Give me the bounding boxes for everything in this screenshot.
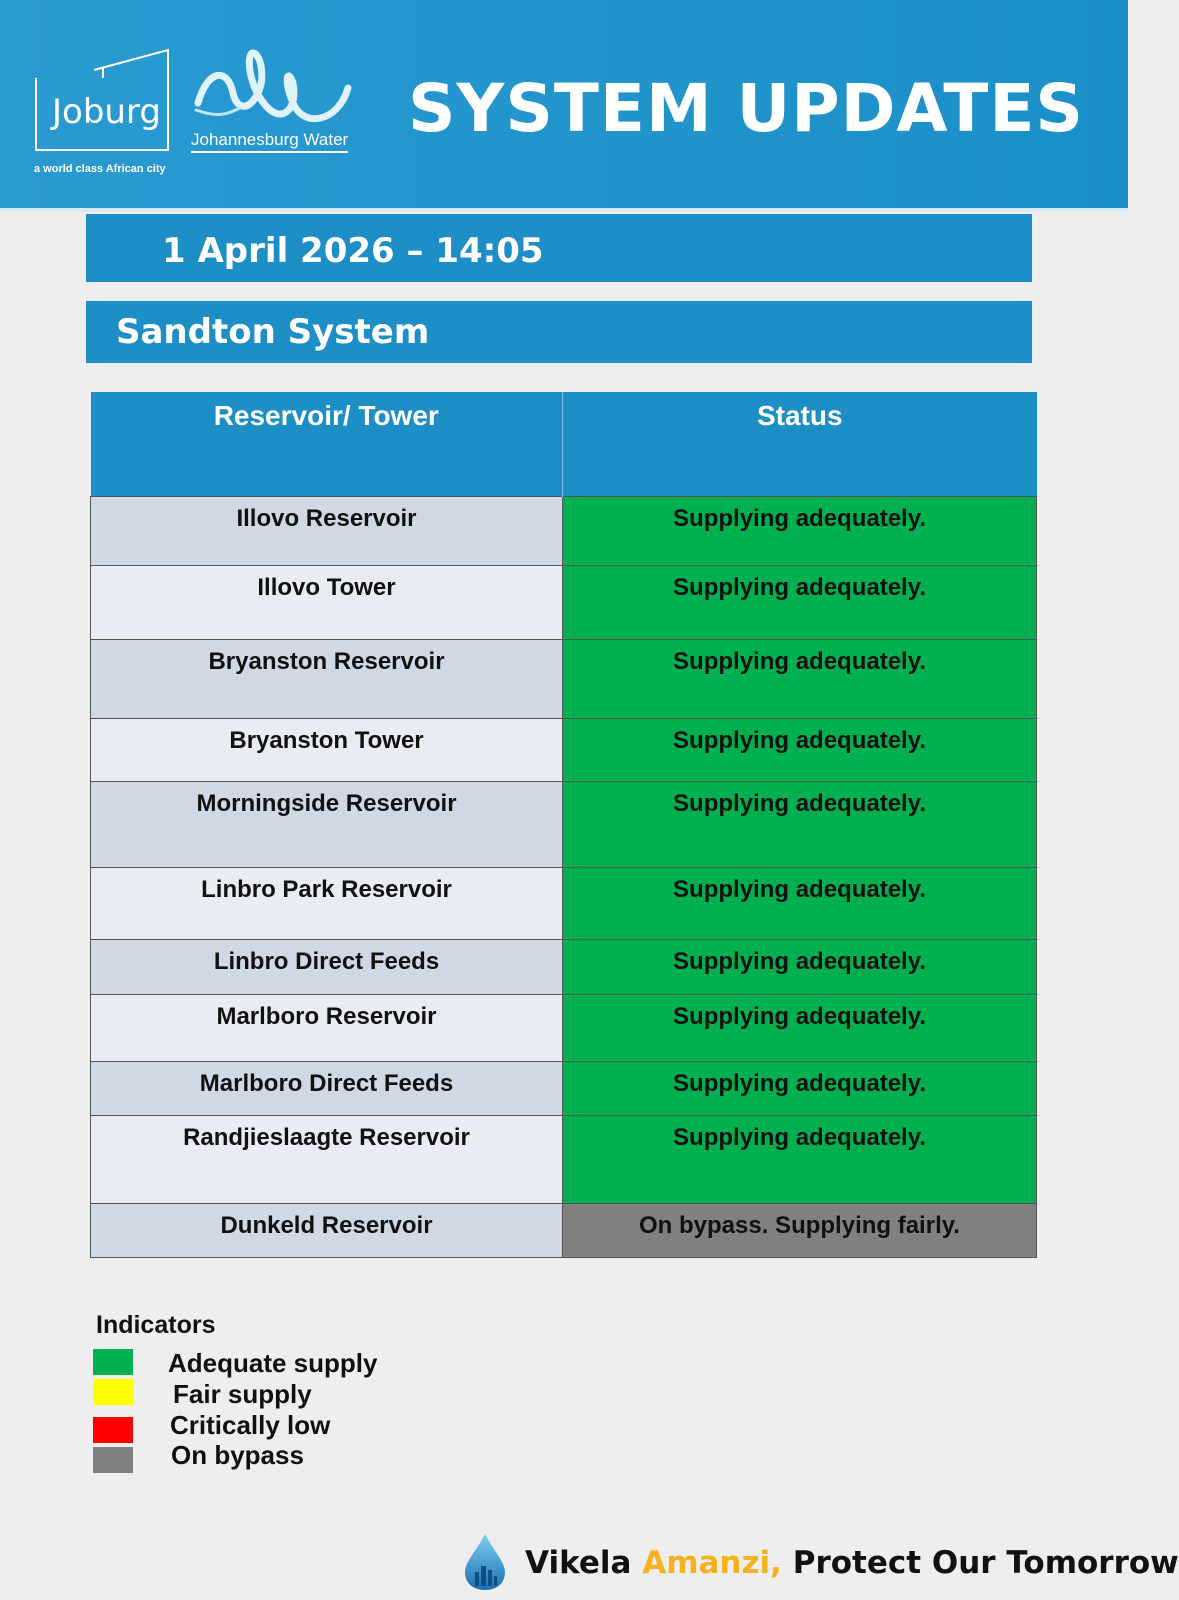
reservoir-name: Marlboro Reservoir [91, 994, 563, 1061]
status-cell: Supplying adequately. [563, 939, 1037, 994]
column-header-reservoir: Reservoir/ Tower [91, 392, 563, 496]
legend-swatch-fair [93, 1379, 133, 1405]
system-name: Sandton System [116, 312, 430, 352]
table-row [91, 496, 1037, 565]
status-cell: Supplying adequately. [563, 1061, 1037, 1115]
status-cell: Supplying adequately. [563, 496, 1037, 565]
reservoir-name: Illovo Reservoir [91, 496, 563, 565]
table-row [91, 718, 1037, 781]
date-band [86, 214, 1032, 282]
status-cell: Supplying adequately. [563, 867, 1037, 939]
joburg-logo-text: Joburg [52, 92, 161, 132]
header-divider [0, 208, 1128, 211]
table-row [91, 639, 1037, 718]
table-header-row [91, 392, 1037, 496]
reservoir-name: Marlboro Direct Feeds [91, 1061, 563, 1115]
status-cell: Supplying adequately. [563, 639, 1037, 718]
table-row [91, 1203, 1037, 1257]
johannesburg-water-logo-icon [188, 48, 368, 138]
table-row [91, 565, 1037, 639]
page-title: SYSTEM UPDATES [408, 70, 1084, 147]
legend-label-bypass: On bypass [171, 1440, 304, 1470]
status-cell: Supplying adequately. [563, 781, 1037, 867]
reservoir-name: Illovo Tower [91, 565, 563, 639]
table-row [91, 1061, 1037, 1115]
legend-swatch-critical [93, 1417, 133, 1443]
legend-label-critical: Critically low [170, 1410, 331, 1440]
table-row [91, 994, 1037, 1061]
indicators-title: Indicators [96, 1311, 216, 1339]
table-row [91, 867, 1037, 939]
slogan-part1: Vikela [525, 1545, 643, 1581]
status-table [90, 392, 1037, 1258]
status-cell: Supplying adequately. [563, 718, 1037, 781]
reservoir-name: Bryanston Reservoir [91, 639, 563, 718]
reservoir-name: Morningside Reservoir [91, 781, 563, 867]
status-cell: Supplying adequately. [563, 565, 1037, 639]
legend-label-fair: Fair supply [173, 1379, 312, 1409]
table-row [91, 1115, 1037, 1203]
joburg-tagline: a world class African city [34, 163, 166, 175]
status-cell: Supplying adequately. [563, 1115, 1037, 1203]
footer-slogan [525, 1545, 1179, 1581]
legend-label-adequate: Adequate supply [168, 1348, 378, 1378]
table-row [91, 781, 1037, 867]
reservoir-name: Bryanston Tower [91, 718, 563, 781]
date-time: 1 April 2026 – 14:05 [162, 231, 544, 271]
reservoir-name: Linbro Direct Feeds [91, 939, 563, 994]
slogan-part2: Protect Our Tomorrow [781, 1545, 1179, 1581]
status-cell: On bypass. Supplying fairly. [563, 1203, 1037, 1257]
system-band [86, 301, 1032, 363]
status-cell: Supplying adequately. [563, 994, 1037, 1061]
johannesburg-water-name: Johannesburg Water [191, 130, 348, 153]
reservoir-name: Linbro Park Reservoir [91, 867, 563, 939]
water-drop-icon [463, 1532, 507, 1592]
legend-swatch-adequate [93, 1349, 133, 1375]
slogan-accent: Amanzi, [642, 1545, 782, 1581]
reservoir-name: Randjieslaagte Reservoir [91, 1115, 563, 1203]
reservoir-name: Dunkeld Reservoir [91, 1203, 563, 1257]
table-row [91, 939, 1037, 994]
legend-swatch-bypass [93, 1447, 133, 1473]
column-header-status: Status [563, 392, 1037, 496]
